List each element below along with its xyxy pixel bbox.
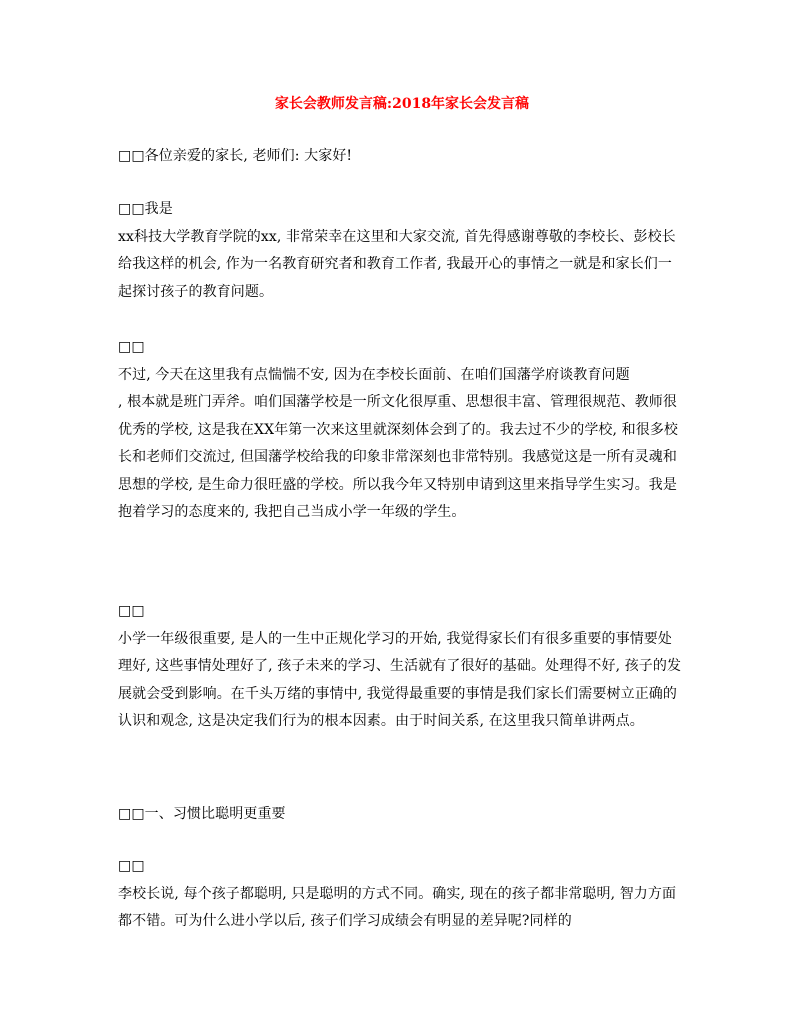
paragraph-greeting: □□各位亲爱的家长, 老师们: 大家好! xyxy=(118,148,353,164)
paragraph-school-impression: □□ 不过, 今天在这里我有点惴惴不安, 因为在李校长面前、在咱们国藩学府谈教育问题 , 根本就是班门弄斧。咱们国藩学校是一所文化很厚重、思想很丰富、管理很规范、教师很优秀的学校, 这是我在XX年第一次来这里就深刻体会到了的。我去过不少的学校, 和很多校长和老师们交流过, 但国藩学校给我的印象非常深刻也非常特别。我感觉这是一所有灵魂和思想的学校, 是生命力很旺盛的学校。所以我今年又特别申请到这里来指导学生实习。我是抱着学习的态度来的, 我把自己当成小学一年级的学生。 xyxy=(118,339,679,520)
document-title: 家长会教师发言稿:2018年家长会发言稿 xyxy=(274,96,530,112)
paragraph-habits: □□ 李校长说, 每个孩子都聪明, 只是聪明的方式不同。确实, 现在的孩子都非常聪明, 智力方面都不错。可为什么进小学以后, 孩子们学习成绩会有明显的差异呢?同样的 xyxy=(118,858,677,929)
paragraph-first-grade: □□ 小学一年级很重要, 是人的一生中正规化学习的开始, 我觉得家长们有很多重要的事情要处理好, 这些事情处理好了, 孩子未来的学习、生活就有了很好的基础。处理得不好, 孩子的发展就会受到影响。在千头万绪的事情中, 我觉得最重要的事情是我们家长们需要树立正确的认识和观念, 这是决定我们行为的根本因素。由于时间关系, 在这里我只简单讲两点。 xyxy=(118,603,682,729)
section-heading-habits: □□一、习惯比聪明更重要 xyxy=(118,806,286,822)
paragraph-introduction: □□我是 xx科技大学教育学院的xx, 非常荣幸在这里和大家交流, 首先得感谢尊敬的李校长、彭校长给我这样的机会, 作为一名教育研究者和教育工作者, 我最开心的事情之一就是和家长们一起探讨孩子的教育问题。 xyxy=(118,201,676,300)
